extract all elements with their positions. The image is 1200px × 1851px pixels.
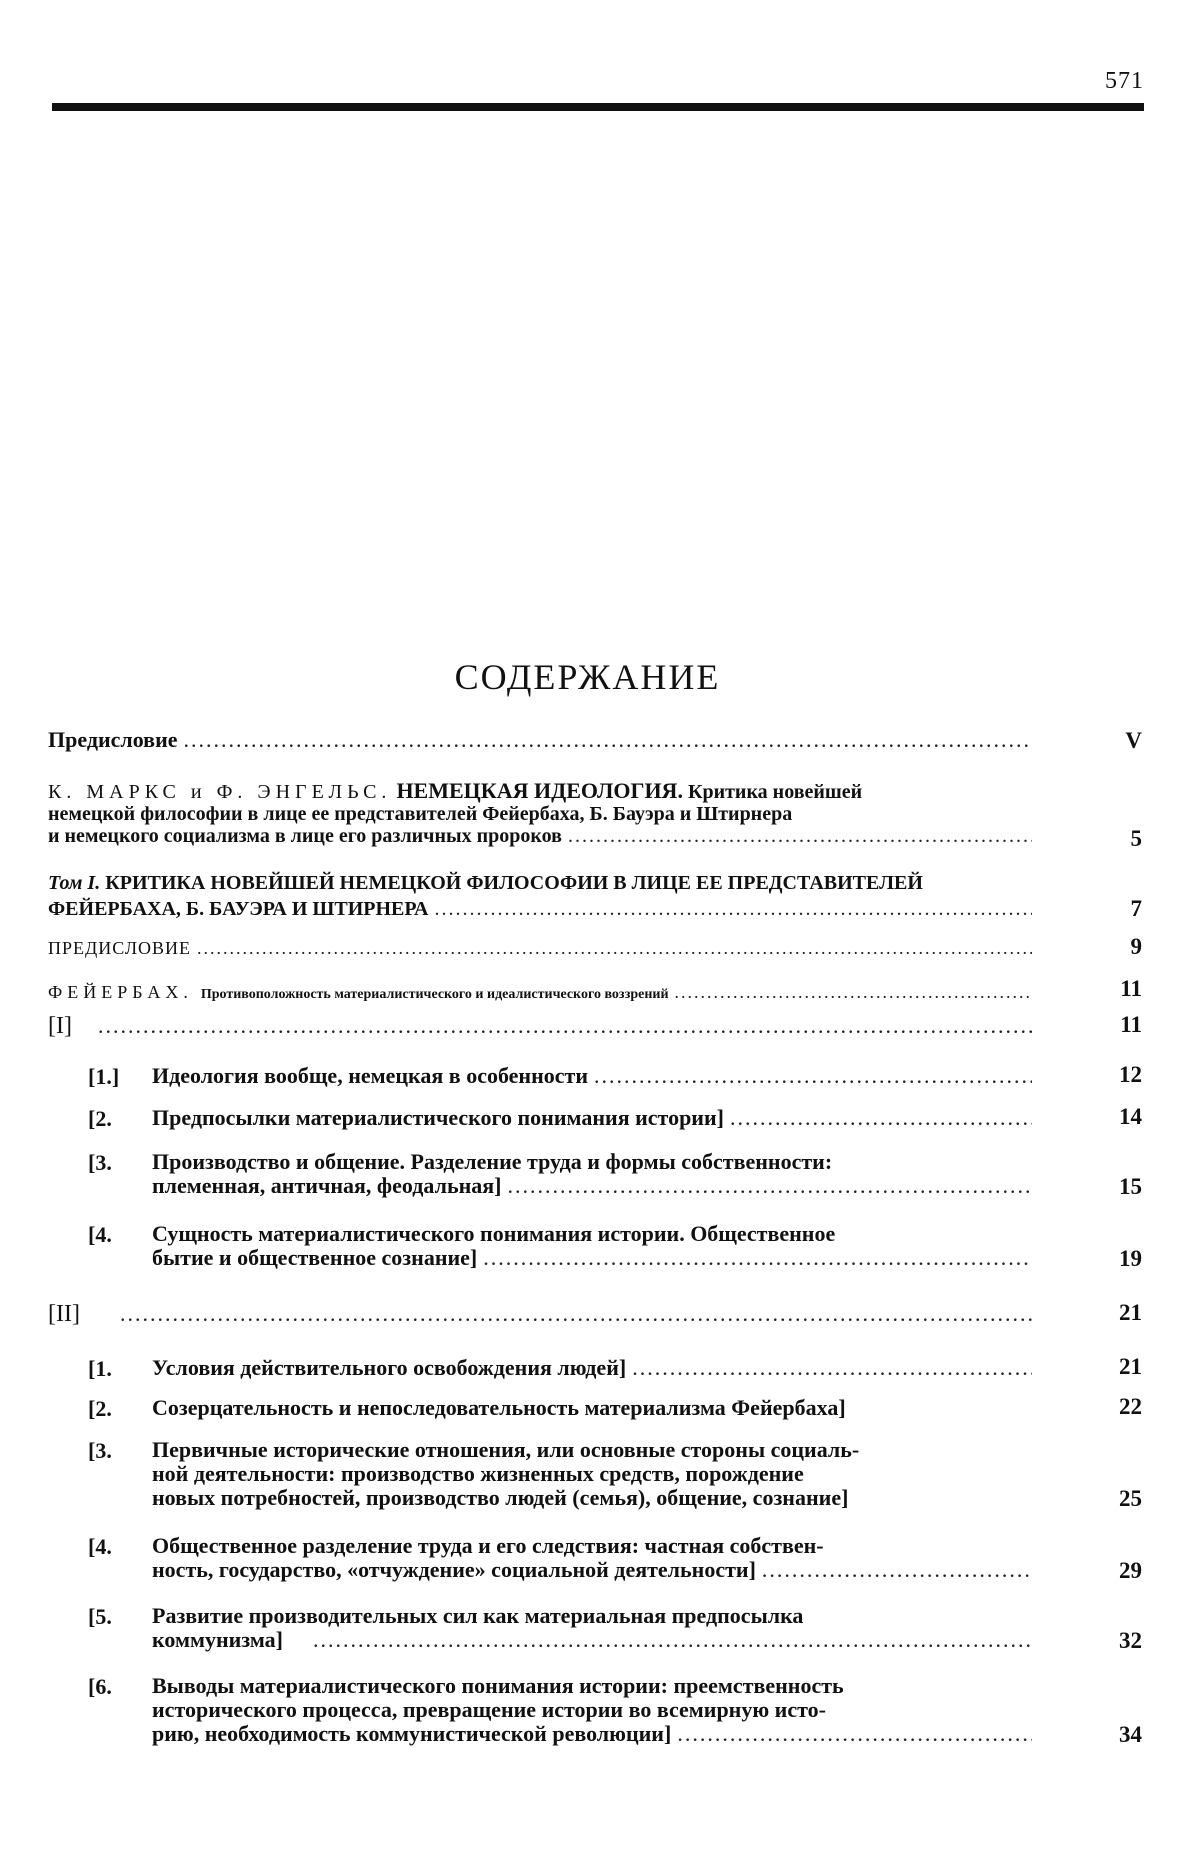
toc-page-number: 34 <box>1119 1722 1142 1747</box>
toc-item[interactable] <box>152 1534 1038 1582</box>
toc-entry-label: ФЕЙЕРБАХ. <box>48 982 193 1002</box>
toc-item-number: [1.] <box>88 1064 120 1089</box>
toc-item-title: коммунизма] <box>152 1627 283 1652</box>
toc-work-subtitle-line: и немецкого социализма в лице его различных пророков <box>48 825 562 847</box>
toc-item-number: [3. <box>88 1150 112 1175</box>
toc-page-number: 14 <box>1119 1104 1142 1129</box>
dot-leader <box>762 1558 1032 1582</box>
toc-item-title: племенная, античная, феодальная] <box>152 1173 502 1198</box>
toc-item-title: Условия действительного освобождения людей] <box>152 1355 627 1380</box>
toc-item-number: [1. <box>88 1356 112 1381</box>
toc-item-number: [6. <box>88 1674 112 1699</box>
toc-item-title: Предпосылки материалистического понимания истории] <box>152 1105 724 1130</box>
dot-leader <box>483 1246 1032 1270</box>
toc-entry-german-ideology[interactable] <box>48 780 1038 847</box>
toc-item[interactable] <box>152 1064 1038 1088</box>
toc-page-number: 21 <box>1119 1300 1142 1325</box>
toc-page-number: 21 <box>1119 1354 1142 1379</box>
toc-authors: К. МАРКС и Ф. ЭНГЕЛЬС. <box>48 781 392 803</box>
toc-item-title: Первичные исторические отношения, или основные стороны социаль- <box>152 1437 860 1462</box>
toc-page-number: 12 <box>1119 1062 1142 1087</box>
toc-volume-title-line: ФЕЙЕРБАХА, Б. БАУЭРА И ШТИРНЕРА <box>48 898 429 920</box>
toc-page-number: V <box>1125 728 1142 753</box>
toc-page-number: 29 <box>1119 1558 1142 1583</box>
toc-volume-title: КРИТИКА НОВЕЙШЕЙ НЕМЕЦКОЙ ФИЛОСОФИИ В ЛИЦЕ ЕЕ ПРЕДСТАВИТЕЛЕЙ <box>105 872 923 894</box>
toc-work-title: НЕМЕЦКАЯ ИДЕОЛОГИЯ. <box>396 778 683 803</box>
toc-item-number: [2. <box>88 1396 112 1421</box>
dot-leader <box>313 1628 1032 1652</box>
toc-entry-label: [I] <box>48 1013 72 1039</box>
toc-item-title: Производство и общение. Разделение труда и формы собственности: <box>152 1149 833 1174</box>
toc-entry-foreword[interactable] <box>48 936 1038 960</box>
toc-page-number: 11 <box>1120 976 1142 1001</box>
dot-leader <box>632 1356 1032 1380</box>
toc-page-number: 7 <box>1130 896 1142 921</box>
page-title: СОДЕРЖАНИЕ <box>454 657 721 697</box>
toc-item-title: исторического процесса, превращение истории во всемирную исто- <box>152 1697 826 1722</box>
toc-entry-label: [II] <box>48 1301 80 1327</box>
dot-leader <box>184 728 1032 752</box>
toc-entry-part-2[interactable] <box>48 1302 1038 1326</box>
toc-entry-subtitle: Противоположность материалистического и идеалистического воззрений <box>200 987 669 1002</box>
toc-item-title: рию, необходимость коммунистической революции] <box>152 1721 672 1746</box>
toc-page-number: 19 <box>1119 1246 1142 1271</box>
toc-page-number: 5 <box>1130 826 1142 851</box>
toc-item[interactable] <box>152 1106 1038 1130</box>
toc-item[interactable] <box>152 1150 1038 1198</box>
dot-leader <box>98 1014 1032 1038</box>
toc-item-number: [5. <box>88 1604 112 1629</box>
toc-item-title: Сущность материалистического понимания истории. Общественное <box>152 1221 836 1246</box>
toc-item-title: Созерцательность и непоследовательность материализма Фейербаха] <box>152 1395 846 1420</box>
toc-item-title: новых потребностей, производство людей (семья), общение, сознание] <box>152 1485 849 1510</box>
dot-leader <box>675 980 1032 1004</box>
dot-leader <box>568 825 1032 847</box>
toc-item[interactable] <box>152 1438 1038 1510</box>
toc-item[interactable] <box>152 1396 1038 1420</box>
toc-item[interactable] <box>152 1356 1038 1380</box>
toc-item-title: Выводы материалистического понимания истории: преемственность <box>152 1673 844 1698</box>
toc-entry-part-1[interactable] <box>48 1014 1038 1038</box>
toc-item-number: [4. <box>88 1534 112 1559</box>
toc-entry-volume-1[interactable] <box>48 870 1038 922</box>
toc-work-subtitle: Критика новейшей <box>687 781 863 803</box>
toc-item-title: Идеология вообще, немецкая в особенности <box>152 1063 589 1088</box>
toc-entry-feuerbach[interactable] <box>48 980 1038 1007</box>
toc-item-title: бытие и общественное сознание] <box>152 1245 478 1270</box>
dot-leader <box>730 1106 1032 1130</box>
dot-leader <box>120 1302 1032 1326</box>
toc-item-number: [4. <box>88 1222 112 1247</box>
toc-item[interactable] <box>152 1222 1038 1270</box>
toc-page-number: 25 <box>1119 1486 1142 1511</box>
toc-entry-label: Предисловие <box>48 727 178 752</box>
toc-item-title: ной деятельности: производство жизненных средств, порождение <box>152 1461 804 1486</box>
toc-page-number: 22 <box>1119 1394 1142 1419</box>
toc-volume-prefix: Том I. <box>48 872 101 894</box>
toc-page-number: 11 <box>1120 1012 1142 1037</box>
dot-leader <box>677 1722 1032 1746</box>
dot-leader <box>197 936 1032 960</box>
page-number: 571 <box>1105 68 1144 94</box>
toc-item[interactable] <box>152 1604 1038 1652</box>
header-rule <box>52 103 1144 111</box>
toc-item-title: Развитие производительных сил как материальная предпосылка <box>152 1603 804 1628</box>
toc-page-number: 9 <box>1130 934 1142 959</box>
toc-item-title: Общественное разделение труда и его следствия: частная собствен- <box>152 1533 824 1558</box>
toc-work-subtitle-line: немецкой философии в лице ее представителей Фейербаха, Б. Бауэра и Штирнера <box>48 803 793 825</box>
toc-item[interactable] <box>152 1674 1038 1746</box>
toc-item-number: [2. <box>88 1106 112 1131</box>
dot-leader <box>594 1064 1032 1088</box>
toc-item-title: ность, государство, «отчуждение» социальной деятельности] <box>152 1557 756 1582</box>
toc-page-number: 15 <box>1119 1174 1142 1199</box>
toc-entry-preface[interactable] <box>48 728 1038 752</box>
dot-leader <box>435 896 1033 922</box>
toc-item-number: [3. <box>88 1438 112 1463</box>
dot-leader <box>508 1174 1033 1198</box>
toc-page-number: 32 <box>1119 1628 1142 1653</box>
toc-entry-label: ПРЕДИСЛОВИЕ <box>48 938 192 958</box>
